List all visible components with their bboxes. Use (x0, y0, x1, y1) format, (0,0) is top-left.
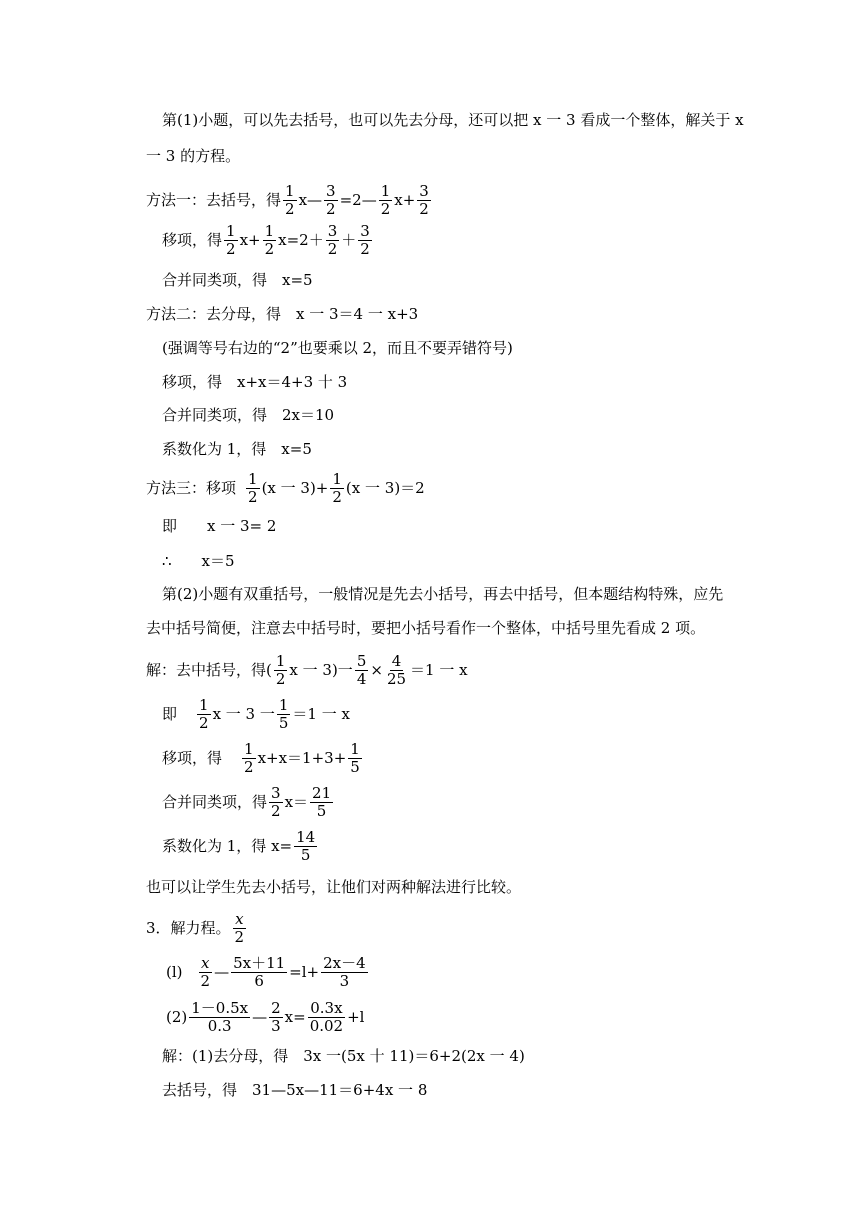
fraction: $\frac{2x-4}{3}$ (323, 953, 366, 990)
intro-line-1: 第(1)小题，可以先去括号，也可以先去分母，还可以把 x 一 3 看成一个整体，解关于 x (162, 111, 744, 129)
method2-coef: 系数化为 1，得 x=5 (162, 440, 312, 458)
part2-line-2: 去中括号简便，注意去中括号时，要把小括号看作一个整体，中括号里先看成 2 项。 (146, 619, 706, 637)
fraction: $\frac{1}{2}$ (226, 221, 236, 258)
method2-note: (强调等号右边的“2”也要乘以 2，而且不要弄错符号) (162, 339, 513, 357)
part2-ji-line: 即 $\frac{1}{2}$ x 一 3 一 $\frac{1}{5}$ ＝1 一 x (162, 695, 350, 732)
part2-combine-line: 合并同类项，得 $\frac{3}{2}$ x＝ $\frac{21}{5}$ (162, 783, 332, 820)
method2-label: 方法二：去分母，得 x 一 3＝4 一 x+3 (146, 305, 419, 323)
fraction: $\frac{1}{2}$ (248, 469, 258, 506)
part2-also: 也可以让学生先去小括号，让他们对两种解法进行比较。 (146, 878, 522, 896)
method1-combine: 合并同类项，得 x=5 (162, 271, 313, 289)
fraction: $\frac{0.3x}{0.02}$ (309, 998, 344, 1035)
fraction: $\frac{3}{2}$ (326, 181, 336, 218)
fraction: $\frac{2}{3}$ (271, 998, 281, 1035)
method3-ji: 即 x 一 3= 2 (162, 517, 277, 535)
fraction: $\frac{5x+11}{6}$ (233, 953, 286, 990)
method3-label: 方法三：移项 (146, 479, 237, 497)
method3-therefore: ∴ x＝5 (162, 552, 235, 570)
fraction: $\frac{1}{2}$ (244, 739, 254, 776)
method1-move-line: 移项，得 $\frac{1}{2}$ x+ $\frac{1}{2}$ x=2＋ $\frac{3}{2}$ ＋ $\frac{3}{2}$ (162, 221, 370, 258)
fraction: $\frac{x}{2}$ (200, 953, 211, 990)
fraction: $\frac{14}{5}$ (296, 827, 316, 864)
fraction: $\frac{1-0.5x}{0.3}$ (191, 998, 249, 1035)
q3-solution-2: 去括号，得 31—5x—11＝6+4x 一 8 (162, 1081, 428, 1099)
q3-title-line (146, 908, 248, 948)
method1-label: 方法一：去括号，得 (146, 191, 282, 209)
fraction: $\frac{3}{2}$ (360, 221, 370, 258)
fraction: $\frac{1}{2}$ (275, 651, 286, 688)
part2-solution-line: 解：去中括号，得( $\frac{1}{2}$ x 一 3)一 $\frac{5}{4}$ × $\frac{4}{25}$ ＝1 一 x (146, 651, 468, 688)
fraction: $\frac{1}{2}$ (264, 221, 275, 258)
part2-move-line: 移项，得 $\frac{1}{2}$ x+x＝1+3+ $\frac{1}{5}$ (162, 739, 360, 776)
intro-line-2: 一 3 的方程。 (146, 147, 241, 165)
fraction: $\frac{21}{5}$ (312, 783, 332, 820)
method2-combine: 合并同类项，得 2x＝10 (162, 406, 335, 424)
fraction: $\frac{x}{2}$ (234, 909, 245, 946)
method2-move: 移项，得 x+x＝4+3 十 3 (162, 373, 348, 391)
q3-label: 3．解力程。 (146, 919, 231, 937)
part2-line-1: 第(2)小题有双重括号，一般情况是先去小括号，再去中括号，但本题结构特殊，应先 (162, 585, 724, 603)
fraction: $\frac{1}{2}$ (199, 695, 209, 732)
fraction: $\frac{4}{25}$ (386, 651, 407, 688)
fraction: $\frac{3}{2}$ (271, 783, 281, 820)
fraction: $\frac{1}{5}$ (278, 695, 289, 732)
fraction: $\frac{1}{2}$ (332, 469, 342, 506)
fraction: $\frac{1}{5}$ (350, 739, 360, 776)
q3-equation-2: (2) $\frac{1-0.5x}{0.3}$ — $\frac{2}{3}$ x= $\frac{0.3x}{0.02}$ +l (166, 998, 365, 1035)
fraction: $\frac{3}{2}$ (419, 181, 429, 218)
fraction: $\frac{3}{2}$ (327, 221, 338, 258)
fraction: $\frac{5}{4}$ (356, 651, 367, 688)
fraction: $\frac{1}{2}$ (380, 181, 391, 218)
part2-coef-line: 系数化为 1，得 x= $\frac{14}{5}$ (162, 827, 316, 864)
fraction: $\frac{1}{2}$ (285, 181, 295, 218)
q3-solution-1: 解：(1)去分母，得 3x 一(5x 十 11)＝6+2(2x 一 4) (162, 1047, 525, 1065)
method3-line: 方法三：移项 $\frac{1}{2}$ (x 一 3)+ $\frac{1}{2}$ (x 一 3)＝2 (146, 469, 425, 506)
method1-line: 方法一：去括号，得 $\frac{1}{2}$ x— $\frac{3}{2}$ =2— $\frac{1}{2}$ x+ $\frac{3}{2}$ (146, 181, 429, 218)
q3-equation-1: (l) $\frac{x}{2}$ — $\frac{5x+11}{6}$ =l+ $\frac{2x-4}{3}$ (166, 953, 366, 990)
